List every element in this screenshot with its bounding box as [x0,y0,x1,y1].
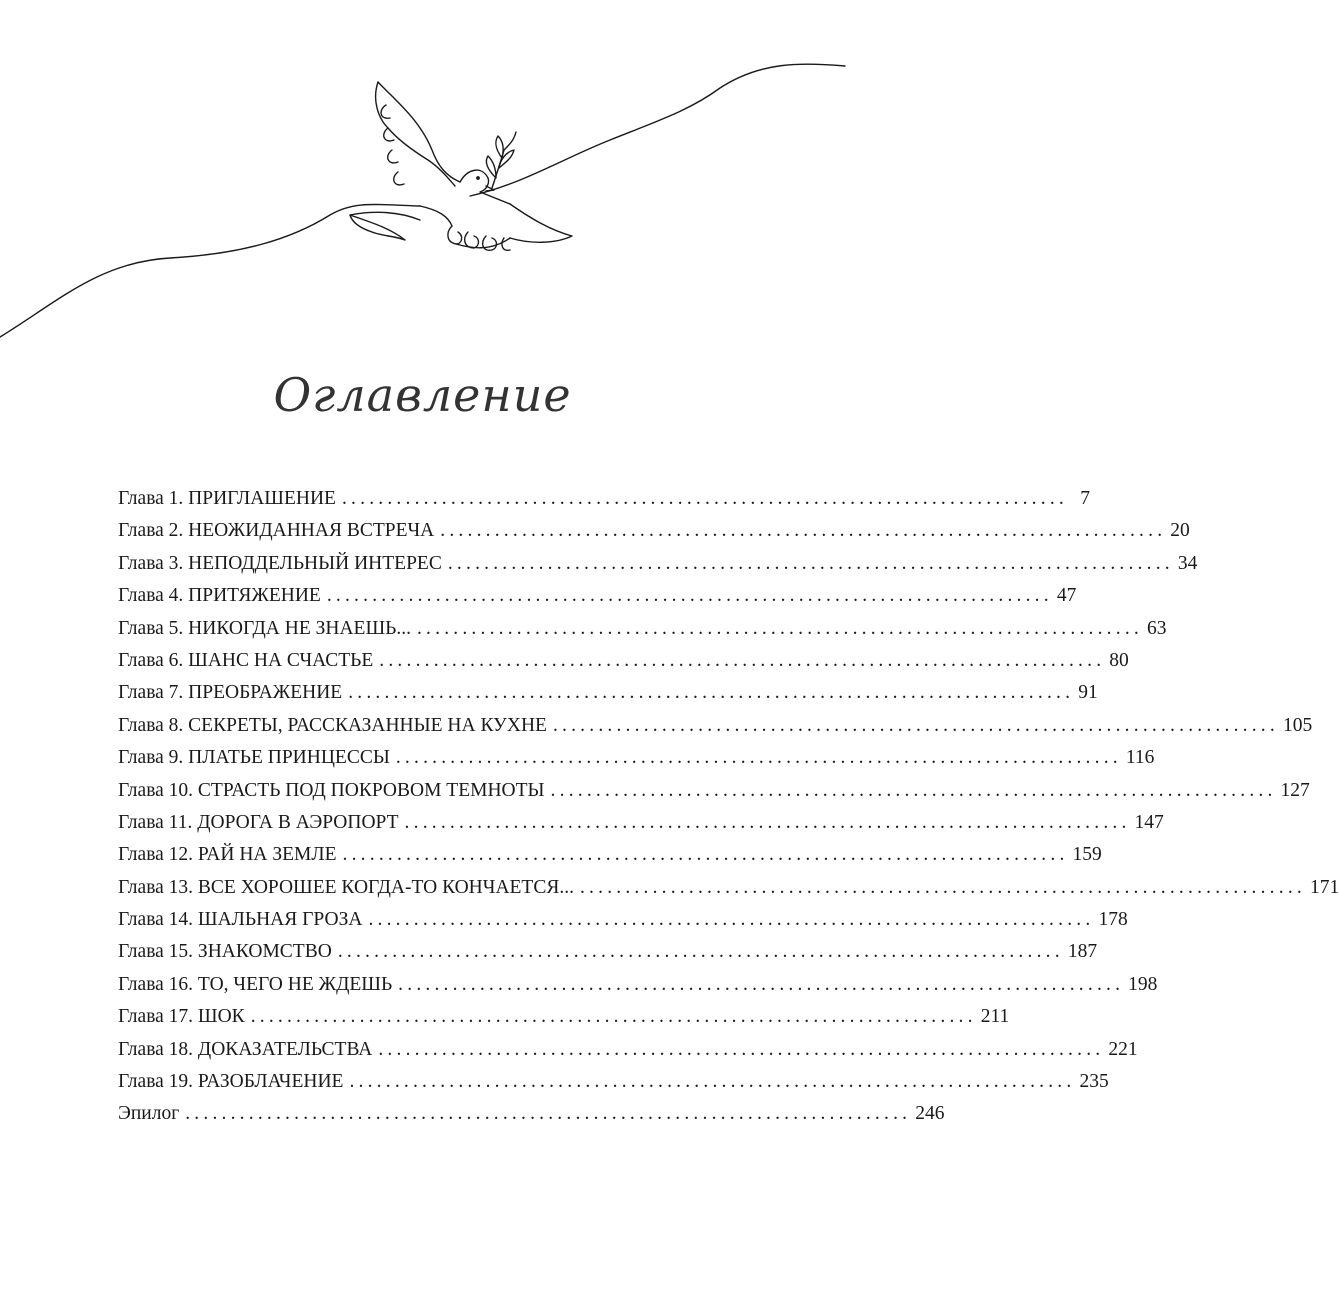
toc-page-number: 178 [1098,909,1128,931]
toc-entry-title: Глава 10. СТРАСТЬ ПОД ПОКРОВОМ ТЕМНОТЫ [118,779,545,801]
toc-entry-title: Глава 14. ШАЛЬНАЯ ГРОЗА [118,909,363,931]
toc-entry[interactable] [118,617,1167,650]
toc-entry-title: Эпилог [118,1103,180,1125]
toc-page-number: 105 [1282,714,1313,736]
toc-entry-title: Глава 13. ВСЕ ХОРОШЕЕ КОГДА-ТО КОНЧАЕТСЯ... [118,876,574,898]
toc-entry-title: Глава 2. НЕОЖИДАННАЯ ВСТРЕЧА [118,520,435,542]
toc-entry[interactable] [118,909,1128,941]
toc-entry[interactable] [118,844,1102,876]
dot-leader: ................................................................................ [368,909,1095,931]
toc-page-number: 198 [1128,973,1158,995]
toc-entry-title: Глава 7. ПРЕОБРАЖЕНИЕ [118,682,343,704]
toc-entry[interactable] [118,520,1190,552]
dot-leader: ................................................................................ [349,1071,1076,1093]
dot-leader: ................................................................................ [185,1103,912,1125]
toc-page-number: 80 [1109,649,1129,671]
toc-entry[interactable] [118,1038,1138,1071]
toc-entry-title: Глава 3. НЕПОДДЕЛЬНЫЙ ИНТЕРЕС [118,552,442,574]
toc-entry[interactable] [118,876,1339,909]
toc-entry[interactable] [118,649,1129,682]
toc-page-number: 7 [1080,488,1090,509]
toc-entry-title: Глава 1. ПРИГЛАШЕНИЕ [118,488,336,509]
toc-page-number: 91 [1078,682,1098,704]
toc-page-number: 63 [1146,617,1167,639]
toc-entry[interactable] [118,552,1198,585]
toc-entry-title: Глава 4. ПРИТЯЖЕНИЕ [118,585,321,607]
toc-entry-title: Глава 8. СЕКРЕТЫ, РАССКАЗАННЫЕ НА КУХНЕ [118,714,547,736]
dot-leader: ................................................................................ [404,811,1131,833]
table-of-contents [118,488,1339,1136]
toc-page-number: 171 [1309,876,1339,898]
toc-entry-title: Глава 15. ЗНАКОМСТВО [118,941,332,963]
toc-entry[interactable] [118,1103,945,1135]
toc-entry[interactable] [118,779,1310,812]
toc-page-number: 47 [1056,585,1077,607]
toc-entry[interactable] [118,973,1158,1006]
dot-leader: ................................................................................ [579,876,1306,898]
toc-entry-title: Глава 5. НИКОГДА НЕ ЗНАЕШЬ... [118,617,411,639]
toc-entry[interactable] [118,714,1313,747]
toc-entry[interactable] [118,682,1098,714]
toc-entry[interactable] [118,585,1077,617]
toc-entry[interactable] [118,941,1098,973]
toc-page-number: 246 [915,1103,945,1125]
toc-page-number: 211 [980,1006,1010,1028]
dot-leader: ................................................................................ [342,844,1069,866]
dot-leader: ................................................................................ [337,941,1064,963]
toc-entry-title: Глава 12. РАЙ НА ЗЕМЛЕ [118,844,337,866]
dove-illustration [0,0,845,360]
toc-page-number: 187 [1067,941,1098,963]
dot-leader: ................................................................................ [395,747,1122,769]
toc-page-number: 147 [1134,811,1164,833]
toc-page-number: 127 [1280,779,1310,801]
dot-leader: ................................................................................ [326,585,1053,607]
toc-page-number: 221 [1108,1038,1138,1060]
toc-entry-title: Глава 6. ШАНС НА СЧАСТЬЕ [118,649,374,671]
dove-with-olive-branch-icon [0,0,845,360]
toc-entry-title: Глава 11. ДОРОГА В АЭРОПОРТ [118,811,399,833]
toc-entry[interactable] [118,811,1164,844]
toc-page-number: 116 [1125,747,1155,769]
dot-leader: ................................................................................ [379,649,1106,671]
dot-leader: ................................................................................ [378,1038,1105,1060]
toc-page-number: 20 [1170,520,1190,542]
dot-leader: ................................................................................ [348,682,1075,704]
toc-entry-title: Глава 16. ТО, ЧЕГО НЕ ЖДЕШЬ [118,973,393,995]
dot-leader: ................................................................................ [440,520,1167,542]
toc-entry[interactable] [118,1006,1010,1038]
dot-leader: ................................................................................ [552,714,1279,736]
toc-page-number: 34 [1177,552,1198,574]
toc-entry-title: Глава 17. ШОК [118,1006,245,1028]
toc-entry[interactable] [118,1071,1109,1103]
toc-page-number: 159 [1072,844,1102,866]
page-title: Оглавление [273,368,572,422]
toc-entry-title: Глава 9. ПЛАТЬЕ ПРИНЦЕССЫ [118,747,390,769]
dot-leader: ................................................................................ [416,617,1143,639]
dot-leader: ................................................................................ [341,488,1068,509]
toc-entry-title: Глава 18. ДОКАЗАТЕЛЬСТВА [118,1038,373,1060]
toc-page-number: 235 [1079,1071,1109,1093]
toc-entry-title: Глава 19. РАЗОБЛАЧЕНИЕ [118,1071,344,1093]
dot-leader: ................................................................................ [250,1006,977,1028]
dot-leader: ................................................................................ [447,552,1174,574]
toc-entry[interactable] [118,488,1090,520]
dot-leader: ................................................................................ [398,973,1125,995]
dot-leader: ................................................................................ [550,779,1277,801]
toc-entry[interactable] [118,747,1155,779]
